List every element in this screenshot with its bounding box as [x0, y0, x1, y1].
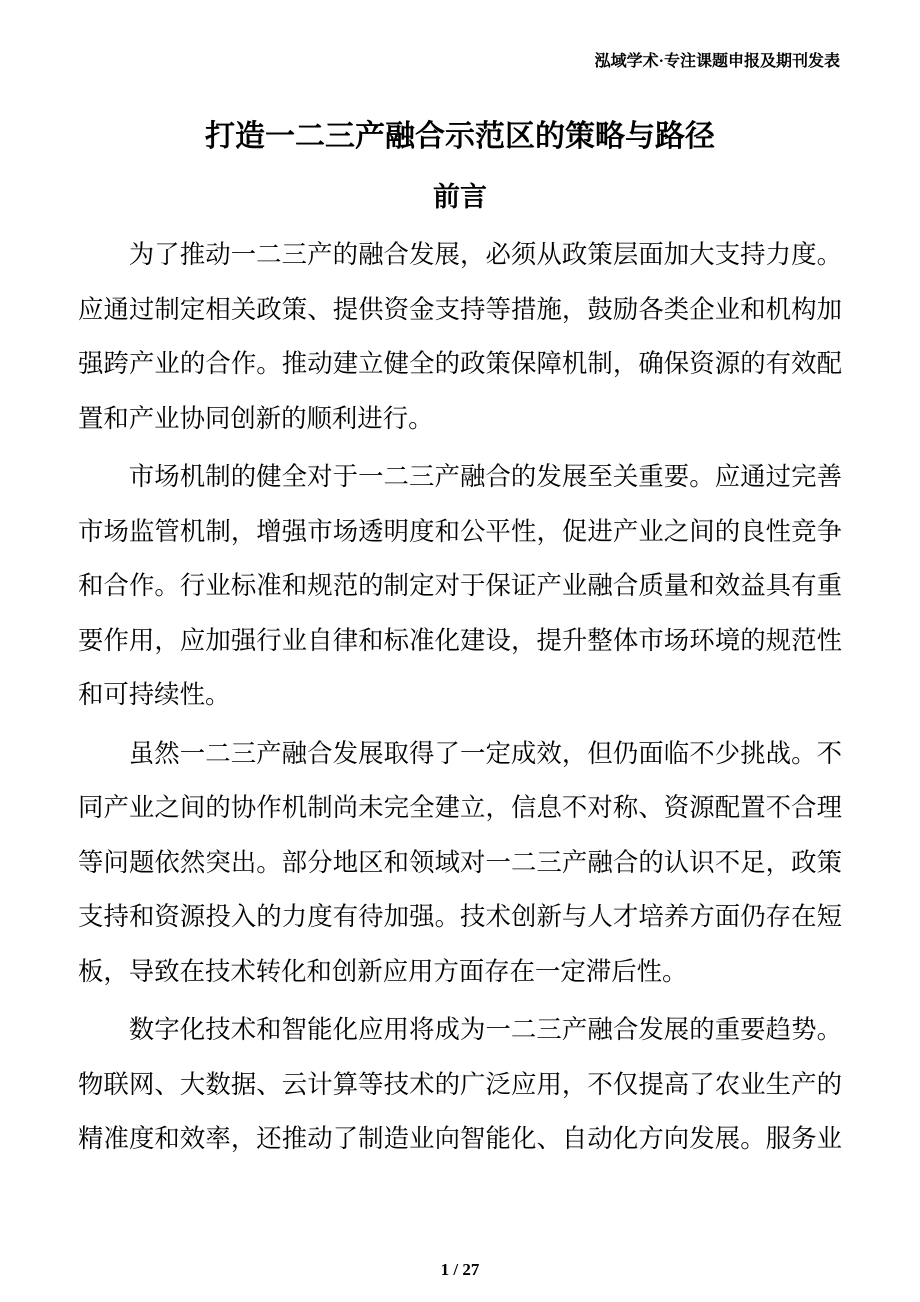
text-line: 强跨产业的合作。推动建立健全的政策保障机制，确保资源的有效配 [78, 350, 842, 378]
page-number: 1 / 27 [440, 1260, 480, 1279]
brand-header: 泓域学术·专注课题申报及期刊发表 [594, 53, 840, 70]
paragraph [78, 450, 842, 723]
text-line: 板，导致在技术转化和创新应用方面存在一定滞后性。 [78, 957, 688, 986]
text-line: 置和产业协同创新的顺利进行。 [78, 404, 434, 433]
paragraph [78, 727, 842, 1000]
text-line: 支持和资源投入的力度有待加强。技术创新与人才培养方面仍存在短 [78, 903, 842, 931]
text-line: 市场监管机制，增强市场透明度和公平性，促进产业之间的良性竞争 [78, 517, 842, 546]
text-line: 和合作。行业标准和规范的制定对于保证产业融合质量和效益具有重 [78, 572, 842, 600]
text-line: 数字化技术和智能化应用将成为一二三产融合发展的重要趋势。 [128, 1016, 842, 1044]
paragraph [78, 1003, 842, 1167]
text-line: 和可持续性。 [78, 681, 231, 709]
text-line: 为了推动一二三产的融合发展，必须从政策层面加大支持力度。 [128, 241, 842, 269]
text-line: 物联网、大数据、云计算等技术的广泛应用，不仅提高了农业生产的 [78, 1070, 842, 1099]
text-line: 虽然一二三产融合发展取得了一定成效，但仍面临不少挑战。不 [128, 739, 842, 768]
text-line: 同产业之间的协作机制尚未完全建立，信息不对称、资源配置不合理 [78, 794, 842, 822]
section-heading-foreword: 前言 [433, 182, 487, 212]
document-body [78, 228, 842, 1171]
text-line: 应通过制定相关政策、提供资金支持等措施，鼓励各类企业和机构加 [78, 295, 842, 324]
text-line: 等问题依然突出。部分地区和领域对一二三产融合的认识不足，政策 [78, 848, 842, 877]
paragraph [78, 228, 842, 446]
text-line: 市场机制的健全对于一二三产融合的发展至关重要。应通过完善 [128, 463, 842, 491]
document-title: 打造一二三产融合示范区的策略与路径 [205, 120, 715, 153]
text-line: 精准度和效率，还推动了制造业向智能化、自动化方向发展。服务业 [78, 1125, 842, 1153]
text-line: 要作用，应加强行业自律和标准化建设，提升整体市场环境的规范性 [78, 626, 842, 655]
